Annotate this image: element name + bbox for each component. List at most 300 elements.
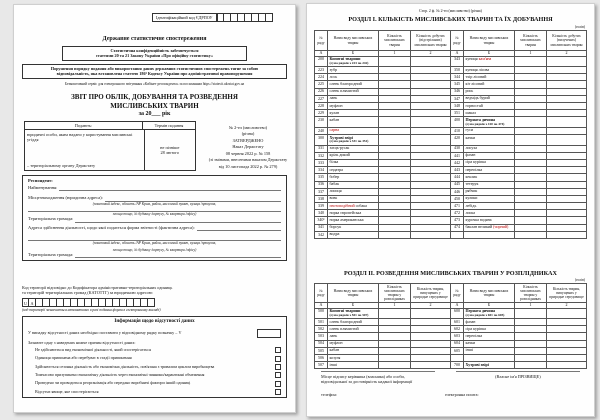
count-cell — [515, 146, 547, 153]
row-number-cell: 339 — [315, 203, 328, 210]
species-name-cell: білка — [328, 160, 379, 167]
count-cell — [379, 96, 411, 103]
column-header: № ряду — [315, 31, 328, 51]
katottg-note: (код території зазначається автоматично в разі подання форми в електронному вигляді) — [22, 308, 161, 312]
count-cell — [379, 217, 411, 224]
species-name-cell: сіра куріпка — [464, 160, 515, 167]
reason-row-4 — [28, 372, 281, 378]
harvested-cell — [547, 110, 587, 117]
report-title-line1: ЗВІТ ПРО ОБЛІК, ДОБУВАННЯ ТА РОЗВЕДЕННЯ — [71, 93, 238, 101]
species-name-cell: Копитні тварини (сума рядків з 501 по 507) — [328, 309, 379, 320]
deadline-line1: не пізніше — [160, 145, 180, 150]
no-data-box — [22, 316, 287, 398]
column-header: Кількість мисливських тварин — [379, 31, 411, 51]
row-number-cell: 506 — [315, 355, 328, 362]
harvested-cell — [547, 362, 587, 369]
page2-header: Стор. 2 ф. № 2-тп (мисливство) (річна) — [419, 9, 482, 13]
row-number-cell: 346 — [451, 89, 464, 96]
reason-text-3: Здійснюється сезонна діяльність або економічна діяльність, пов'язана з тривалим циклом виробництва — [35, 363, 215, 369]
row-number-cell: 347 — [451, 96, 464, 103]
row-number-cell: 336 — [315, 182, 328, 189]
reason-text-6: Відсутнє явище, яке спостерігається — [35, 388, 99, 394]
row-number-cell: 348 — [451, 103, 464, 110]
katottg-text1: Код території відповідно до Кодифікатора адміністративно-територіальних одиниць — [22, 285, 173, 290]
harvested-cell — [411, 135, 451, 146]
count-cell — [379, 196, 411, 203]
hromada-row-2 — [28, 252, 281, 259]
form-page-1 — [13, 4, 296, 413]
row-number-cell: 501 — [315, 319, 328, 326]
red-text: (чорний) — [493, 224, 509, 230]
section1-unit: (голів) — [574, 25, 585, 29]
harvested-cell — [411, 110, 451, 117]
row-number-cell: 507 — [315, 362, 328, 369]
harvested-cell — [547, 103, 587, 110]
harvested-cell — [411, 225, 451, 232]
code-row-cell: Б — [328, 51, 379, 57]
count-cell — [515, 341, 547, 348]
respondent-name-row — [28, 185, 281, 192]
row-number-cell: 441 — [451, 153, 464, 160]
count-cell — [515, 196, 547, 203]
respondent-address-label: Місцезнаходження (юридична адреса): — [28, 195, 103, 201]
reason-checkbox-4 — [275, 372, 281, 378]
species-name-cell: баклан великий (чорний) — [464, 225, 515, 232]
address-hint2: площа тощо, № будинку /корпусу, № квартири /офісу) — [112, 211, 197, 216]
red-text: сарна — [329, 127, 340, 133]
count-cell — [515, 135, 547, 146]
row-number-cell: 442 — [451, 160, 464, 167]
row-number-cell — [451, 232, 464, 239]
count-cell — [515, 355, 547, 362]
row-number-cell: 450 — [451, 196, 464, 203]
fact-address-row — [28, 225, 281, 232]
harvested-cell — [547, 174, 587, 181]
count-cell — [515, 210, 547, 217]
count-cell — [379, 103, 411, 110]
column-header: Кількість мисливських тварин у розплідниках — [379, 284, 411, 303]
harvested-cell — [411, 89, 451, 96]
code-row-cell: 2 — [547, 51, 587, 57]
code-cell — [134, 298, 141, 307]
deadline-cell — [145, 130, 195, 170]
approval-date: 08 червня 2022 р. № 158 — [225, 150, 271, 156]
count-cell — [379, 210, 411, 217]
count-cell — [515, 225, 547, 232]
harvested-cell — [547, 96, 587, 103]
signature-left — [321, 370, 435, 384]
submitters-cell — [25, 130, 145, 170]
count-cell — [515, 348, 547, 355]
row-number-cell: 605 — [451, 348, 464, 355]
row-sum-note: (сума рядків з 601 по 605) — [465, 312, 505, 317]
column-header: № ряду — [451, 31, 464, 51]
species-name-cell: горностай — [464, 103, 515, 110]
count-cell — [379, 89, 411, 96]
no-data-title: Інформація щодо відсутності даних — [114, 319, 195, 324]
harvested-cell — [411, 348, 451, 355]
harvested-cell — [547, 355, 587, 362]
harvested-cell — [547, 309, 587, 320]
count-cell — [379, 189, 411, 196]
row-number-cell: 332 — [315, 153, 328, 160]
code-row-cell: А — [315, 303, 328, 309]
column-header: Назва виду мисливських тварин — [464, 284, 515, 303]
count-cell — [515, 89, 547, 96]
row-number-cell: 333 — [315, 160, 328, 167]
reason-row-1 — [28, 347, 281, 353]
count-cell — [515, 167, 547, 174]
signature-line-right — [456, 370, 580, 372]
harvested-cell — [411, 67, 451, 74]
state-observation-title: Державне статистичне спостереження — [102, 36, 207, 42]
count-cell — [379, 333, 411, 340]
row-number-cell: 505 — [315, 348, 328, 355]
species-name-cell: ондатра — [328, 167, 379, 174]
red-text: кам'яна — [478, 56, 492, 62]
row-number-cell: 504 — [315, 341, 328, 348]
row-number-cell: 229 — [315, 110, 328, 117]
row-number-cell: 601 — [451, 319, 464, 326]
katottg-code-cells — [22, 298, 287, 307]
count-cell — [379, 167, 411, 174]
count-cell — [515, 182, 547, 189]
code-cell — [113, 298, 120, 307]
reason-row-3 — [28, 364, 281, 370]
page2-footer — [321, 370, 580, 397]
code-cell — [92, 298, 99, 307]
code-row-cell: 2 — [411, 51, 451, 57]
column-header: Кількість мисливських тварин — [515, 31, 547, 51]
count-cell — [379, 355, 411, 362]
row-sum-note: (сума рядків з 331 по 351) — [329, 139, 369, 144]
harvested-cell — [547, 67, 587, 74]
harvested-cell — [547, 319, 587, 326]
row-number-cell: 350 — [451, 67, 464, 74]
species-name-cell: видра — [328, 232, 379, 239]
species-name-cell: олень плямистий — [328, 326, 379, 333]
harvested-cell — [411, 196, 451, 203]
species-name-cell: качки — [464, 341, 515, 348]
harvested-cell — [411, 217, 451, 224]
fact-address-hint2: площа тощо, № будинку /корпусу, № квартири /офісу) — [112, 247, 197, 252]
harvested-cell — [547, 225, 587, 232]
code-row-cell: 2 — [411, 303, 451, 309]
species-name-cell: муфлон — [328, 103, 379, 110]
signature-right — [456, 370, 580, 384]
code-row-cell: А — [451, 303, 464, 309]
code-cell — [224, 13, 231, 22]
species-name-cell: кабан — [328, 348, 379, 355]
count-cell — [515, 74, 547, 81]
count-cell — [515, 57, 547, 68]
name-hint: (Власне ім'я ПРІЗВИЩЕ) — [495, 373, 541, 379]
harvested-cell — [411, 341, 451, 348]
species-name-cell: ведмідь бурий — [464, 96, 515, 103]
count-cell — [379, 225, 411, 232]
row-number-cell: 224 — [315, 74, 328, 81]
report-title-line3: за 20___ рік — [138, 110, 171, 117]
harvested-cell — [411, 153, 451, 160]
reason-checkbox-2 — [275, 356, 281, 362]
row-number-cell: 225 — [315, 81, 328, 88]
harvested-cell — [547, 117, 587, 128]
column-header: Кількість добутих (відстріляних) мисливських тварин — [411, 31, 451, 51]
code-cell — [266, 13, 273, 22]
reason-text-4: Тимчасово призупинено економічну діяльність через економічні чинники/карантинні обмеження — [35, 371, 205, 377]
count-cell — [379, 135, 411, 146]
species-name-cell: Хутрові звірі — [464, 362, 515, 369]
row-number-cell: 331 — [315, 146, 328, 153]
species-name-cell: заєць-русак — [328, 146, 379, 153]
species-name-cell: Перната дичина (сума рядків з 601 по 605) — [464, 309, 515, 320]
count-cell — [379, 81, 411, 88]
code-row-cell: Б — [464, 51, 515, 57]
harvested-cell — [411, 203, 451, 210]
count-cell — [515, 217, 547, 224]
species-name-cell: норка європейська — [328, 210, 379, 217]
hromada-row — [28, 216, 281, 223]
row-number-cell: 410 — [451, 128, 464, 135]
signature-caption-2: відповідальної за достовірність наданої інформації — [321, 378, 413, 384]
column-header: Кількість добутих (вилучених) мисливських тварин — [547, 31, 587, 51]
harvested-cell — [547, 333, 587, 340]
row-number-cell: 700 — [451, 362, 464, 369]
row-number-cell: 300 — [315, 135, 328, 146]
section2-unit: (голів) — [574, 278, 585, 282]
row-number-cell — [451, 355, 464, 362]
species-name-cell: бабак — [328, 182, 379, 189]
row-number-cell: 228 — [315, 103, 328, 110]
harvested-cell — [547, 203, 587, 210]
reason-text-5: Проведено чи проводиться реорганізація або передано виробничі фактори іншій одиниці — [35, 380, 191, 386]
species-name-cell: сіра куріпка — [464, 326, 515, 333]
species-name-cell: лань — [328, 96, 379, 103]
harvested-cell — [547, 348, 587, 355]
count-cell — [515, 160, 547, 167]
row-number-cell: 446 — [451, 189, 464, 196]
count-cell — [379, 117, 411, 128]
column-header: № ряду — [451, 284, 464, 303]
row-number-cell: 471 — [451, 203, 464, 210]
fact-address-label: Адреса здійснення діяльності, щодо якої подається форма звітності (фактична адреса): — [28, 224, 195, 230]
fact-address-writein — [197, 225, 281, 231]
harvested-cell — [411, 103, 451, 110]
harvested-cell — [411, 174, 451, 181]
row-number-cell: 420 — [451, 135, 464, 146]
species-name-cell: кулики — [464, 196, 515, 203]
species-name-cell: курочка водяна — [464, 217, 515, 224]
count-cell — [379, 348, 411, 355]
row-number-cell: 445 — [451, 182, 464, 189]
count-cell — [515, 128, 547, 135]
count-cell — [379, 74, 411, 81]
signature-row — [321, 370, 580, 384]
species-name-cell: єнотоподібний собака — [328, 203, 379, 210]
row-number-cell: 443 — [451, 167, 464, 174]
column-header: Кількість тварин, випущених у природне середовище — [547, 284, 587, 303]
code-row-cell: 1 — [379, 51, 411, 57]
harvested-cell — [547, 217, 587, 224]
row-number-cell: 345 — [451, 81, 464, 88]
count-cell — [515, 189, 547, 196]
row-number-cell: 474 — [451, 225, 464, 232]
count-cell — [379, 160, 411, 167]
harvested-cell — [547, 341, 587, 348]
row-number-cell: 351 — [451, 110, 464, 117]
harvested-cell — [547, 89, 587, 96]
submitters-who: юридичні особи, яким надано у користування мисливські угіддя — [27, 132, 133, 142]
column-header: Назва виду мисливських тварин — [328, 31, 379, 51]
row-number-cell: 472 — [451, 210, 464, 217]
row-number-cell: 334 — [315, 167, 328, 174]
species-name-cell: куниця лісова — [464, 67, 515, 74]
signature-caption-1: Місце підпису керівника (власника) або особи, — [321, 373, 405, 379]
harvested-cell — [547, 135, 587, 146]
harvested-cell — [411, 57, 451, 68]
code-row-cell: Б — [328, 303, 379, 309]
count-cell — [515, 319, 547, 326]
count-cell — [379, 362, 411, 369]
count-cell — [515, 309, 547, 320]
count-cell — [379, 341, 411, 348]
column-header: № ряду — [315, 284, 328, 303]
code-cell — [64, 298, 71, 307]
respondent-address-writein — [105, 196, 281, 202]
count-cell — [515, 232, 547, 239]
fact-address-hint1: (поштовий індекс, область /АР Крим, район, населений пункт, вулиця /провулок, — [92, 241, 217, 246]
submitters-to: – територіальному органу Держстату — [27, 163, 96, 168]
form-number: № 2-тп (мисливство) — [228, 125, 268, 130]
section2-title: РОЗДІЛ ІІ. РОЗВЕДЕННЯ МИСЛИВСЬКИХ ТВАРИН У РОЗПЛІДНИКАХ — [344, 270, 557, 277]
respondent-box — [22, 175, 287, 261]
species-name-cell: лиска — [464, 210, 515, 217]
free-service-note: Безкоштовний сервіс для електронного звітування «Кабінет респондента» за посиланням https://statzvit.ukrstat.gov.ua — [64, 82, 245, 86]
no-data-choose: Зазначте одну з наведених нижче причин відсутності даних: — [28, 339, 136, 345]
row-number-cell: 604 — [451, 341, 464, 348]
row-number-cell: 343 — [451, 57, 464, 68]
count-cell — [379, 309, 411, 320]
harvested-cell — [411, 319, 451, 326]
species-name-cell: перепілка — [464, 167, 515, 174]
species-name-cell: олень благородний — [328, 319, 379, 326]
code-cell — [252, 13, 259, 22]
column-header: Кількість мисливських тварин у розплідниках — [515, 284, 547, 303]
code-cell — [127, 298, 134, 307]
harvested-cell — [411, 146, 451, 153]
harvested-cell — [547, 81, 587, 88]
harvested-cell — [547, 128, 587, 135]
row-number-cell: 444 — [451, 174, 464, 181]
species-name-cell: кулан — [328, 110, 379, 117]
form-page-2 — [306, 3, 595, 417]
code-cell — [148, 298, 155, 307]
harvested-cell — [547, 74, 587, 81]
violation-line1: Порушення порядку подання або використання даних державних статистичних спостережень тягне за собою — [50, 66, 259, 71]
code-cell — [238, 13, 245, 22]
harvested-cell — [411, 362, 451, 369]
violation-box — [22, 64, 287, 79]
edrpou-code-block — [152, 13, 273, 22]
harvested-cell — [547, 232, 587, 239]
edrpou-code-cells — [217, 13, 273, 22]
count-cell — [379, 153, 411, 160]
code-cell — [231, 13, 238, 22]
species-name-cell: Хутрові звірі (сума рядків з 331 по 351) — [328, 135, 379, 146]
species-name-cell: козуля — [328, 355, 379, 362]
species-name-cell: норка американська — [328, 217, 379, 224]
approved-label: ЗАТВЕРДЖЕНО — [232, 137, 264, 143]
code-cell — [106, 298, 113, 307]
count-cell — [379, 182, 411, 189]
species-name-cell: борсук — [328, 225, 379, 232]
row-number-cell: 340 — [315, 210, 328, 217]
code-row-cell: А — [315, 51, 328, 57]
count-cell — [515, 103, 547, 110]
no-data-v-box — [257, 329, 281, 338]
species-name-cell: тетерук — [464, 182, 515, 189]
species-name-cell: фазан — [464, 319, 515, 326]
confidentiality-box — [62, 46, 247, 61]
species-name-cell — [464, 355, 515, 362]
respondent-address-row — [28, 195, 281, 202]
species-name-cell: качки — [464, 135, 515, 146]
submission-table-header — [25, 122, 195, 130]
count-cell — [515, 362, 547, 369]
species-name-cell: тхір лісовий — [464, 74, 515, 81]
confidentiality-line1: Статистична конфіденційність забезпечується — [110, 48, 199, 53]
count-cell — [379, 319, 411, 326]
signature-line-left — [321, 370, 435, 372]
approval-amend1: (зі змінами, внесеними наказом Держстату — [208, 157, 288, 163]
species-name-cell: кабан — [328, 117, 379, 128]
reason-text-2: Одиниця припинена або перебуває в стадії припинення — [35, 355, 132, 361]
species-name-cell: рись — [464, 89, 515, 96]
species-name-cell: олень плямистий — [328, 89, 379, 96]
approval-order: Наказ Держстату — [232, 144, 264, 150]
species-name-cell: лисиця — [328, 189, 379, 196]
species-name-cell: гуси — [464, 128, 515, 135]
harvested-cell — [547, 182, 587, 189]
species-name-cell: лань — [328, 333, 379, 340]
deadline-line2: 28 лютого — [160, 150, 179, 155]
red-text: єнотоподібний — [329, 203, 355, 208]
approval-block — [206, 125, 290, 170]
row-number-cell: 335 — [315, 174, 328, 181]
species-name-cell: лось — [328, 74, 379, 81]
code-cell — [36, 298, 43, 307]
submission-table-body — [25, 130, 195, 170]
row-number-cell: 341 — [315, 225, 328, 232]
row-number-cell: 240 — [315, 128, 328, 135]
species-name-cell: вовк — [328, 196, 379, 203]
code-cell: A — [29, 298, 36, 307]
code-row-cell: 2 — [547, 303, 587, 309]
row-number-cell: 600 — [451, 309, 464, 320]
count-cell — [515, 333, 547, 340]
row-number-cell: 344 — [451, 74, 464, 81]
harvested-cell — [411, 232, 451, 239]
count-cell — [515, 117, 547, 128]
species-name-cell: олень благородний — [328, 81, 379, 88]
row-number-cell: 340¹ — [315, 217, 328, 224]
section1-title: РОЗДІЛ І. КІЛЬКІСТЬ МИСЛИВСЬКИХ ТВАРИН ТА ЇХ ДОБУВАННЯ — [348, 16, 553, 23]
row-number-cell: 223 — [315, 67, 328, 74]
species-name-cell: Копитні тварини (сума рядків з 223 по 242) — [328, 57, 379, 68]
harvested-cell — [547, 189, 587, 196]
species-name-cell: кріль дикий — [328, 153, 379, 160]
harvested-cell — [411, 309, 451, 320]
